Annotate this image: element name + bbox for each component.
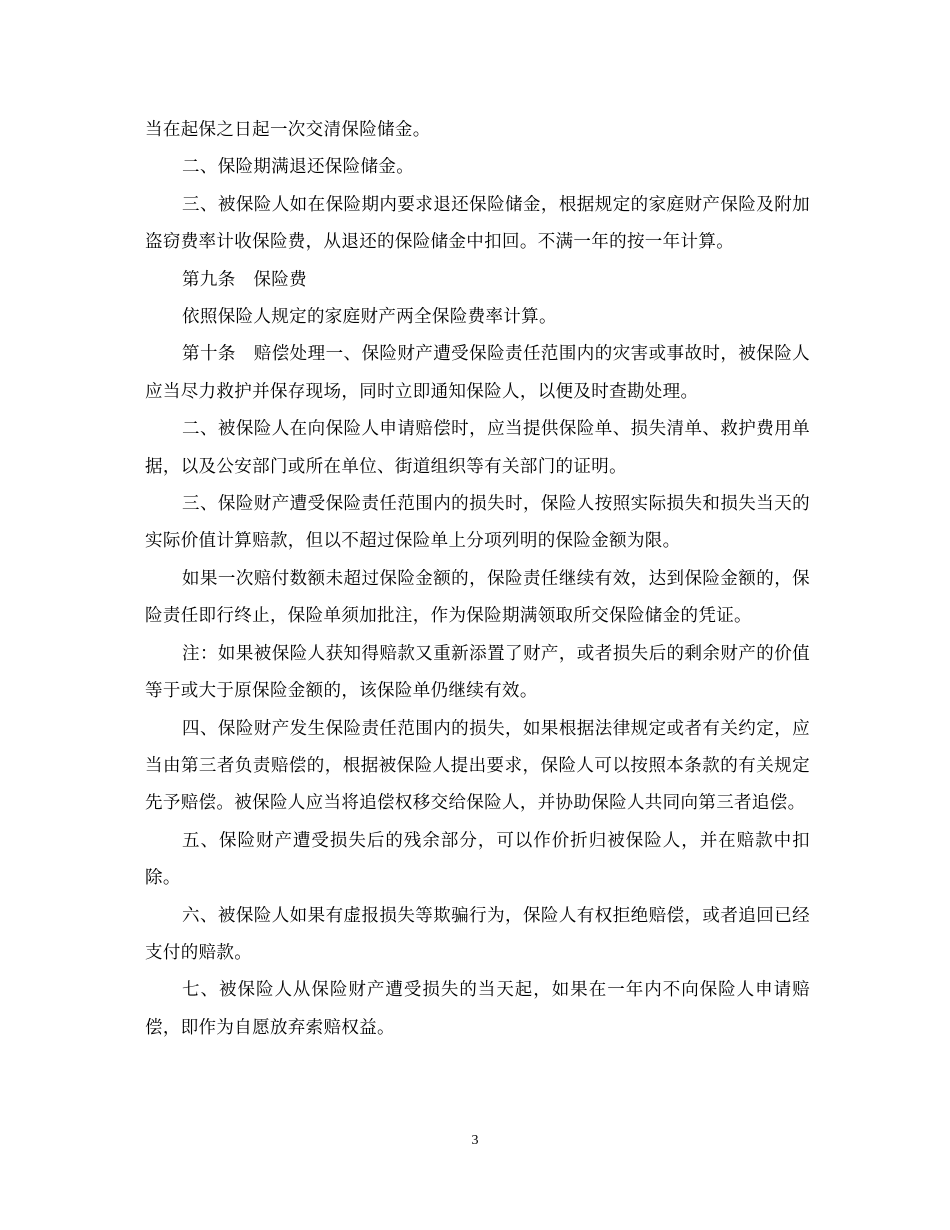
article-10-paragraph: 第十条 赔偿处理一、保险财产遭受保险责任范围内的灾害或事故时，被保险人应当尽力救护并保存现场，同时立即通知保险人，以便及时查勘处理。 [145,344,810,402]
paragraph-1: 当在起保之日起一次交清保险储金。 [145,120,431,140]
paragraph-9: 如果一次赔付数额未超过保险金额的，保险责任继续有效，达到保险金额的，保险责任即行终止，保险单须加批注，作为保险期满领取所交保险储金的凭证。 [145,568,810,627]
paragraph-3: 三、被保险人如在保险期内要求退还保险储金，根据规定的家庭财产保险及附加盗窃费率计收保险费，从退还的保险储金中扣回。不满一年的按一年计算。 [145,194,810,253]
page-number: 3 [471,1133,479,1148]
paragraph-2: 二、保险期满退还保险储金。 [182,157,415,178]
document-body [145,112,810,1047]
note-paragraph: 注：如果被保险人获知得赔款又重新添置了财产，或者损失后的剩余财产的价值等于或大于原保险金额的，该保险单仍继续有效。 [145,643,810,702]
paragraph-5: 依照保险人规定的家庭财产两全保险费率计算。 [182,307,557,328]
article-9-heading: 第九条 保险费 [182,269,307,290]
paragraph-12: 五、保险财产遭受损失后的残余部分，可以作价折归被保险人，并在赔款中扣除。 [145,830,810,889]
paragraph-11: 四、保险财产发生保险责任范围内的损失，如果根据法律规定或者有关约定，应当由第三者负责赔偿的，根据被保险人提出要求，保险人可以按照本条款的有关规定先予赔偿。被保险人应当将追偿权移交给保险人，并协助保险人共同向第三者追偿。 [145,718,810,814]
paragraph-7: 二、被保险人在向保险人申请赔偿时，应当提供保险单、损失清单、救护费用单据，以及公安部门或所在单位、街道组织等有关部门的证明。 [145,419,810,477]
paragraph-13: 六、被保险人如果有虚报损失等欺骗行为，保险人有权拒绝赔偿，或者追回已经支付的赔款。 [145,905,810,963]
paragraph-14: 七、被保险人从保险财产遭受损失的当天起，如果在一年内不向保险人申请赔偿，即作为自愿放弃索赔权益。 [145,980,810,1038]
paragraph-8: 三、保险财产遭受保险责任范围内的损失时，保险人按照实际损失和损失当天的实际价值计算赔款，但以不超过保险单上分项列明的保险金额为限。 [145,494,810,552]
